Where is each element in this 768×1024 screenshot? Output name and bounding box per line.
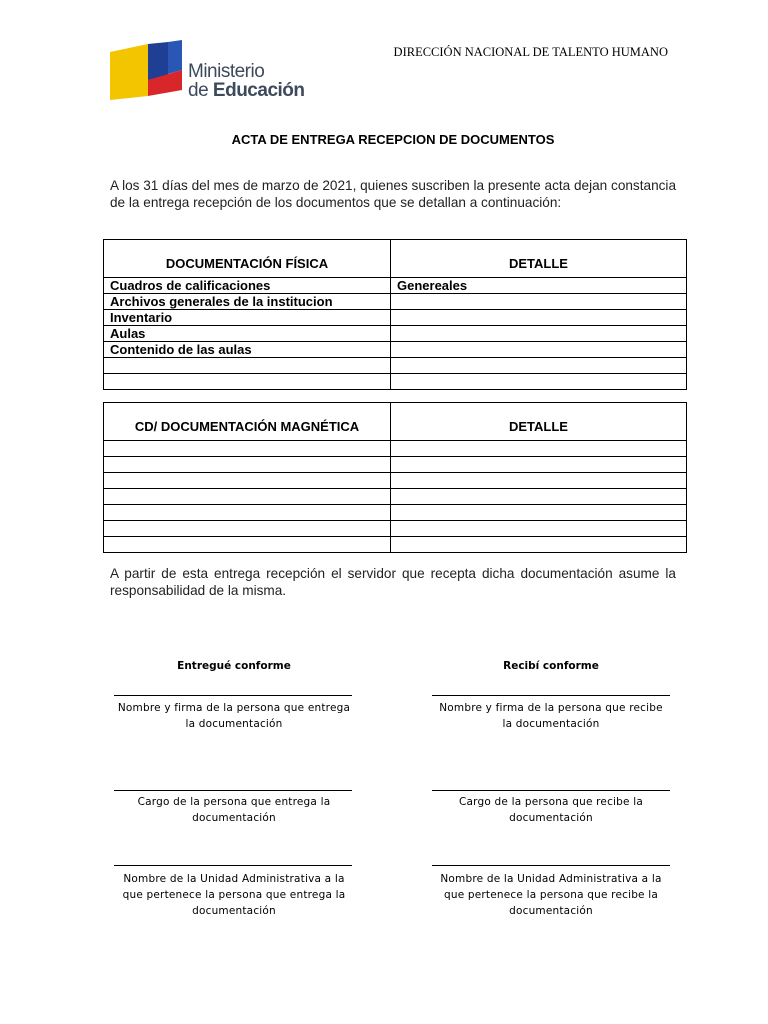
document-cell: Aulas [104,326,391,342]
signature-line [432,695,670,696]
table-row [104,441,687,457]
detail-cell [391,441,687,457]
table-row [104,457,687,473]
detail-column-header: DETALLE [391,403,687,441]
delivered-position-caption: Cargo de la persona que entrega la documentación [137,796,331,824]
detail-cell [391,342,687,358]
document-title: ACTA DE ENTREGA RECEPCION DE DOCUMENTOS [231,132,555,147]
detail-cell [391,521,687,537]
intro-paragraph: A los 31 días del mes de marzo de 2021, quienes suscriben la presente acta dejan constancia de la entrega recepción de los documentos que se detallan a continuación: [110,178,677,210]
flag-emblem-icon [108,40,186,104]
document-cell [104,457,391,473]
detail-cell [391,473,687,489]
magnetic-documents-table [103,402,687,553]
table-row [104,374,687,390]
table-row [104,505,687,521]
detail-cell [391,326,687,342]
physical-documents-table [103,239,687,390]
magnetic-column-header: CD/ DOCUMENTACIÓN MAGNÉTICA [104,403,391,441]
delivered-heading: Entregué conforme [177,660,291,672]
document-cell: Cuadros de calificaciones [104,278,391,294]
document-cell [104,537,391,553]
position-line [114,790,352,791]
detail-cell [391,489,687,505]
physical-column-header: DOCUMENTACIÓN FÍSICA [104,240,391,278]
detail-cell [391,537,687,553]
detail-cell: Genereales [391,278,687,294]
detail-cell [391,358,687,374]
document-cell [104,473,391,489]
received-heading: Recibí conforme [503,660,599,672]
table-row [104,521,687,537]
closing-paragraph: A partir de esta entrega recepción el servidor que recepta dicha documentación asume la responsabilidad de la misma. [110,566,676,598]
table-row [104,489,687,505]
table-row [104,537,687,553]
received-name-caption: Nombre y firma de la persona que recibe la documentación [439,702,663,730]
document-cell [104,489,391,505]
table-row [104,326,687,342]
received-position-caption: Cargo de la persona que recibe la documentación [458,796,643,824]
detail-cell [391,310,687,326]
received-unit-caption: Nombre de la Unidad Administrativa a la que pertenece la persona que recibe la documentación [440,873,662,917]
detail-cell [391,374,687,390]
document-cell [104,374,391,390]
logo-text-line1: Ministerio [188,61,265,82]
document-cell: Archivos generales de la institucion [104,294,391,310]
department-header: DIRECCIÓN NACIONAL DE TALENTO HUMANO [393,45,668,59]
detail-cell [391,294,687,310]
delivered-unit-caption: Nombre de la Unidad Administrativa a la que pertenece la persona que entrega la documentación [122,873,346,917]
table-row [104,294,687,310]
detail-cell [391,505,687,521]
table-row [104,473,687,489]
table-row [104,310,687,326]
table-row [104,278,687,294]
document-cell [104,441,391,457]
document-cell [104,505,391,521]
delivered-name-caption: Nombre y firma de la persona que entrega la documentación [117,702,351,730]
document-cell: Inventario [104,310,391,326]
unit-line [432,865,670,866]
document-cell: Contenido de las aulas [104,342,391,358]
ministry-logo [108,40,318,104]
table-row [104,358,687,374]
signature-line [114,695,352,696]
unit-line [114,865,352,866]
detail-cell [391,457,687,473]
position-line [432,790,670,791]
document-cell [104,521,391,537]
detail-column-header: DETALLE [391,240,687,278]
logo-text-line2: de Educación [188,80,305,101]
table-row [104,342,687,358]
document-cell [104,358,391,374]
